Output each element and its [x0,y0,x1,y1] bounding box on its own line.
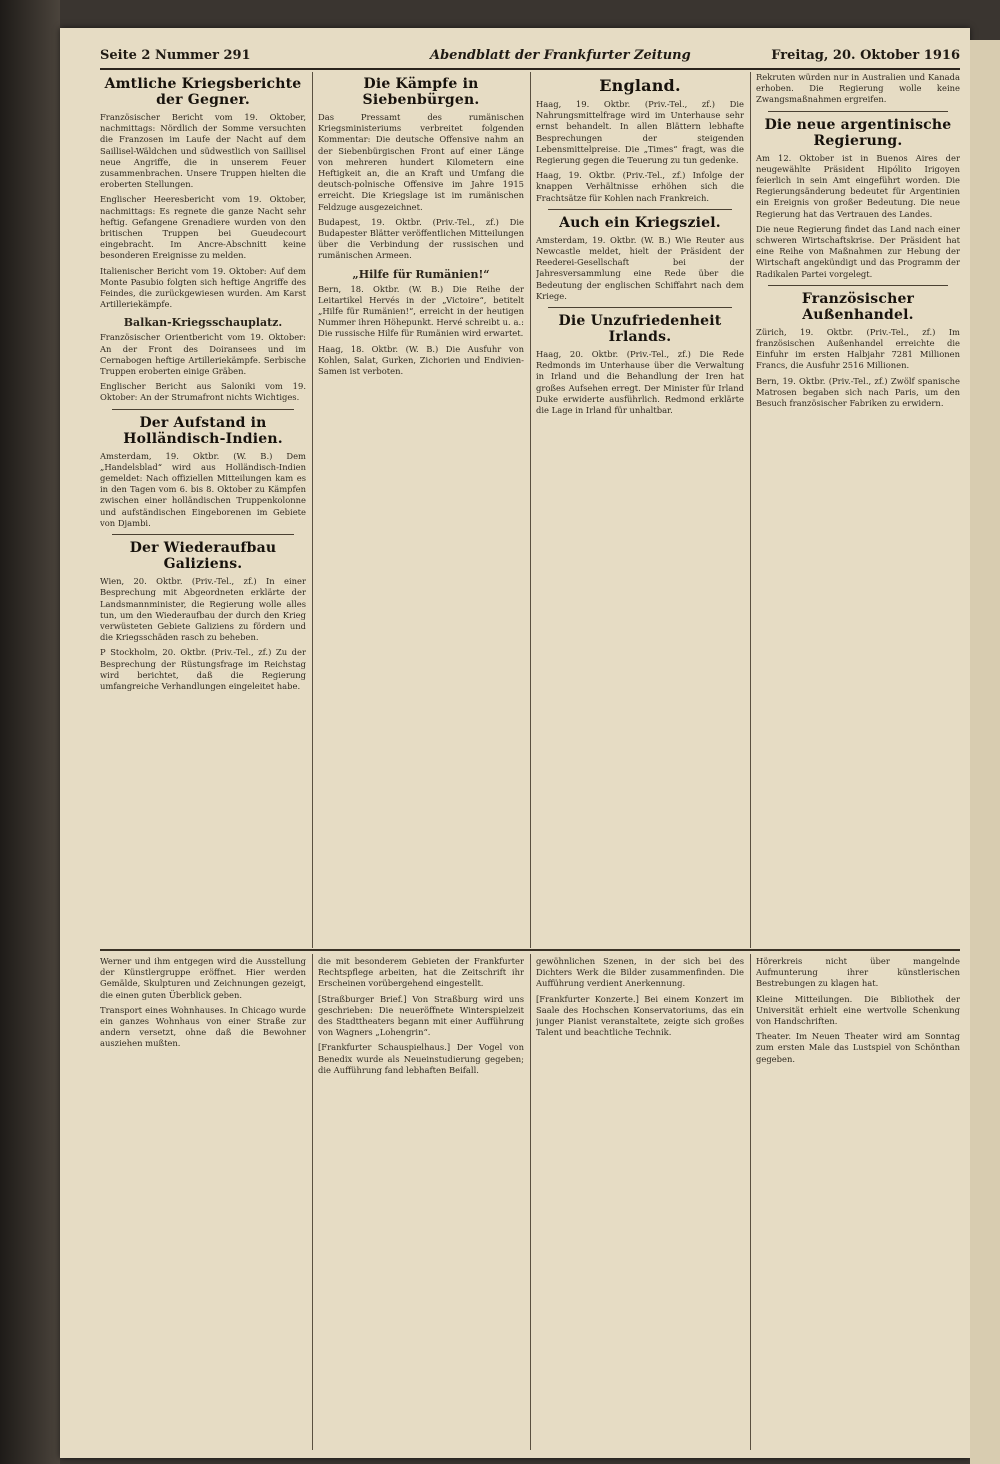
feuilleton-divider [100,949,960,951]
feuilleton-column-3 [536,956,744,1450]
feuilleton-text: Kleine Mitteilungen. Die Bibliothek der Universität erhielt eine wertvolle Schenkung von Handschriften. [756,993,960,1027]
column-rule [750,954,751,1450]
column-3 [536,72,744,946]
separator [548,209,732,210]
article-text: Italienischer Bericht vom 19. Oktober: Auf dem Monte Pasubio folgten sich heftige Angriffe des Feindes, die zurückgewiesen wurden. Am Karst Artilleriekämpfe. [100,265,306,310]
feuilleton-text: [Straßburger Brief.] Von Straßburg wird uns geschrieben: Die neueröffnete Winterspielzeit des Stadttheaters begann mit einer Aufführung von Wagners „Lohengrin“. [318,993,524,1038]
column-rule [750,72,751,948]
article-title: Auch ein Kriegsziel. [559,214,721,231]
page-header [100,46,960,70]
separator [768,285,948,286]
article-text: Französischer Bericht vom 19. Oktober, nachmittags: Nördlich der Somme versuchten die Franzosen im Laufe der Nacht auf dem Saillisel-Wäldchen und südwestlich von Saillisel neue Angriffe, die in unserem Feuer zusammenbrachen. Unsere Truppen hielten die eroberten Stellungen. [100,112,306,190]
article-text: Die neue Regierung findet das Land nach einer schweren Wirtschaftskrise. Der Präsident hat eine Reihe von Maßnahmen zur Hebung der Wirtschaft angekündigt und das Programm der Radikalen Partei vorgelegt. [756,223,960,279]
article-text: Rekruten würden nur in Australien und Kanada erhoben. Die Regierung wolle keine Zwangsmaßnahmen ergreifen. [756,72,960,105]
article-text: Haag, 19. Oktbr. (Priv.-Tel., zf.) Infolge der knappen Verhältnisse erhöhen sich die Frachtsätze für Kohlen nach Frankreich. [536,170,744,203]
column-2 [318,72,524,946]
newspaper-page [60,28,970,1458]
feuilleton-text: gewöhnlichen Szenen, in der sich bei des Dichters Werk die Bilder zusammenfinden. Die Aufführung verdient Anerkennung. [536,956,744,989]
article-text: Haag, 18. Oktbr. (W. B.) Die Ausfuhr von Kohlen, Salat, Gurken, Zichorien und Endivien-Samen ist verboten. [318,343,524,377]
article-text: Haag, 19. Oktbr. (Priv.-Tel., zf.) Die Nahrungsmittelfrage wird im Unterhause sehr ernst behandelt. In allen Blättern lebhafte Besprechungen der steigenden Lebensmittelpreise. Die „Times“ fragt, was die Regierung gegen die Teuerung zu tun gedenke. [536,99,744,166]
section-subtitle: „Hilfe für Rumänien!“ [352,267,490,281]
feuilleton-column-4 [756,956,960,1450]
article-text: Bern, 18. Oktbr. (W. B.) Die Reihe der Leitartikel Hervés in der „Victoire“, betitelt „Hilfe für Rumänien!“, erreicht in der heutigen Nummer ihren Höhepunkt. Hervé schreibt u. a.: Die russische Hilfe für Rumänien wird erwartet. [318,283,524,339]
feuilleton-text: Hörerkreis nicht über mangelnde Aufmunterung ihrer künstlerischen Bestrebungen zu klagen hat. [756,956,960,989]
separator [768,111,948,112]
column-rule [312,72,313,948]
article-title: Amtliche Kriegsberichte der Gegner. [104,76,302,108]
column-rule [312,954,313,1450]
article-text: Bern, 19. Oktbr. (Priv.-Tel., zf.) Zwölf spanische Matrosen begaben sich nach Paris, um den Besuch französischer Fabriken zu erwidern. [756,375,960,409]
feuilleton-column-1 [100,956,306,1450]
feuilleton-text: Transport eines Wohnhauses. In Chicago wurde ein ganzes Wohnhaus von einer Straße zur andern versetzt, ohne daß die Bewohner ausziehen mußten. [100,1004,306,1049]
article-text: Englischer Bericht aus Saloniki vom 19. Oktober: An der Strumafront nichts Wichtiges. [100,381,306,403]
feuilleton-text: die mit besonderem Gebieten der Frankfurter Rechtspflege arbeiten, hat die Zeitschrift ihr Erscheinen vorübergehend eingestellt. [318,956,524,989]
separator [112,534,294,535]
article-text: Budapest, 19. Oktbr. (Priv.-Tel., zf.) Die Budapester Blätter veröffentlichen Mitteilungen über die Verbindung der russischen und rumänischen Armeen. [318,216,524,261]
column-4 [756,72,960,946]
article-text: Am 12. Oktober ist in Buenos Aires der neugewählte Präsident Hipólito Irigoyen feierlich in sein Amt eingeführt worden. Die Regierungsänderung bedeutet für Argentinien ein Ereignis von großer Bedeutung. Die neue Regierung hat das Vertrauen des Landes. [756,152,960,219]
article-title: Die Unzufriedenheit Irlands. [558,313,722,346]
article-text: Amsterdam, 19. Oktbr. (W. B.) Dem „Handelsblad“ wird aus Holländisch-Indien gemeldet: Nach offiziellen Mitteilungen kam es in den Tagen vom 6. bis 8. Oktober zu Kämpfen zwischen einer holländischen Truppenkolonne und aufständischen Eingeborenen im Gebiete von Djambi. [100,450,306,528]
article-title: England. [599,76,681,95]
article-text: Zürich, 19. Oktbr. (Priv.-Tel., zf.) Im französischen Außenhandel erreichte die Einfuhr im ersten Halbjahr 7281 Millionen Francs, die Ausfuhr 2516 Millionen. [756,326,960,371]
column-rule [530,954,531,1450]
feuilleton-text: Werner und ihm entgegen wird die Ausstellung der Künstlergruppe eröffnet. Hier werden Gemälde, Skulpturen und Zeichnungen gezeigt, die einen guten Überblick geben. [100,956,306,1000]
section-subtitle: Balkan-Kriegsschauplatz. [123,316,283,330]
article-title: Die Kämpfe in Siebenbürgen. [362,76,480,108]
page-number: Seite 2 Nummer 291 [100,48,251,63]
column-1 [100,72,306,946]
article-text: P Stockholm, 20. Oktbr. (Priv.-Tel., zf.) Zu der Besprechung der Rüstungsfrage im Reichstag wird berichtet, daß die Regierung umfangreiche Verhandlungen eingeleitet habe. [100,647,306,691]
separator [112,409,294,410]
article-text: Das Pressamt des rumänischen Kriegsministeriums verbreitet folgenden Kommentar: Die deutsche Offensive nahm an der Siebenbürgischen Front auf einer Länge von mehreren hundert Kilometern eine Heftigkeit an, die an Kraft und Umfang die deutsch-polnische Offensive im Jahre 1915 erreicht. Die Kriegslage ist im rumänischen Feldzuge ausgezeichnet. [318,112,524,212]
feuilleton-text: Theater. Im Neuen Theater wird am Sonntag zum ersten Male das Lustspiel von Schönthan gegeben. [756,1031,960,1064]
separator [548,307,732,308]
scan-background [0,0,60,1464]
issue-date: Freitag, 20. Oktober 1916 [771,48,960,63]
article-text: Haag, 20. Oktbr. (Priv.-Tel., zf.) Die Rede Redmonds im Unterhause über die Verwaltung in Irland und die Behandlung der Iren hat großes Aufsehen erregt. Der Minister für Irland Duke erwiderte ausführlich. Redmond erklärte die Lage in Irland für unhaltbar. [536,349,744,416]
article-text: Wien, 20. Oktbr. (Priv.-Tel., zf.) In einer Besprechung mit Abgeordneten erklärte der Landsmannminister, die Regierung wolle alles tun, um den Wiederaufbau der durch den Krieg verwüsteten Gebiete Galiziens zu fördern und die Kriegsschäden rasch zu beheben. [100,576,306,643]
feuilleton-text: [Frankfurter Konzerte.] Bei einem Konzert im Saale des Hochschen Konservatoriums, das ein junger Pianist veranstaltete, zeigte sich großes Talent und beachtliche Technik. [536,993,744,1038]
article-title: Französischer Außenhandel. [801,290,915,323]
article-text: Englischer Heeresbericht vom 19. Oktober, nachmittags: Es regnete die ganze Nacht sehr heftig. Gefangene Grenadiere wurden von den britischen Truppen bei Gueudecourt eingebracht. Im Ancre-Abschnitt keine besonderen Ereignisse zu melden. [100,194,306,261]
column-rule [530,72,531,948]
feuilleton-text: [Frankfurter Schauspielhaus.] Der Vogel von Benedix wurde als Neueinstudierung gegeben; die Aufführung fand lebhaften Beifall. [318,1042,524,1075]
article-text: Französischer Orientbericht vom 19. Oktober: An der Front des Doiransees und im Cernabogen heftige Artilleriekämpfe. Serbische Truppen eroberten einige Gräben. [100,332,306,377]
article-text: Amsterdam, 19. Oktbr. (W. B.) Wie Reuter aus Newcastle meldet, hielt der Präsident der Reederei-Gesellschaft bei der Jahresversammlung eine Rede über die Bedeutung der englischen Schiffahrt nach dem Kriege. [536,234,744,301]
article-title: Der Wiederaufbau Galiziens. [129,540,277,573]
feuilleton-column-2 [318,956,524,1450]
article-title: Die neue argentinische Regierung. [764,116,952,149]
masthead: Abendblatt der Frankfurter Zeitung [430,48,691,63]
article-title: Der Aufstand in Holländisch-Indien. [123,414,283,447]
adjacent-page-edge [970,40,1000,1464]
